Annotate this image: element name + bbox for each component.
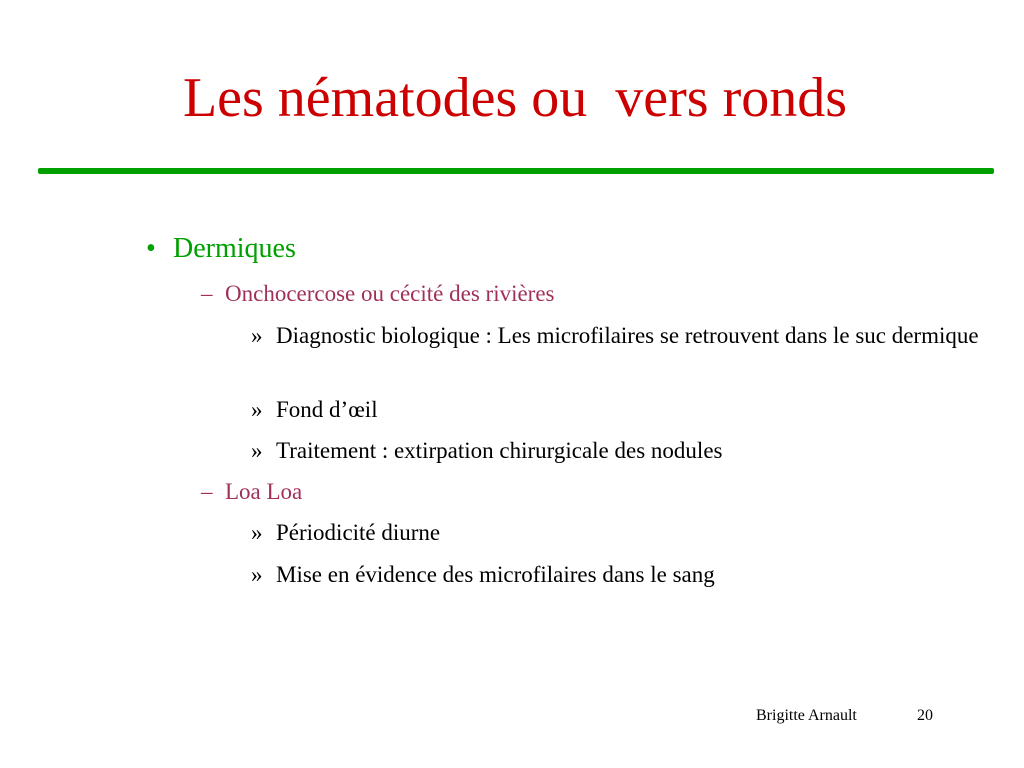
dash-mark: –: [201, 479, 213, 504]
item-periodicite: [251, 517, 1001, 549]
chevron-mark: »: [251, 438, 263, 463]
item-text: Fond d’œil: [276, 397, 378, 422]
item-text: Périodicité diurne: [276, 520, 441, 545]
title-divider: [38, 168, 994, 174]
item-traitement: [251, 435, 1001, 467]
item-text: Diagnostic biologique : Les microfilaires se retrouvent dans le suc dermique: [276, 323, 979, 348]
chevron-mark: »: [251, 323, 263, 348]
footer-author: Brigitte Arnault: [756, 707, 857, 724]
dash-mark: –: [201, 281, 213, 306]
item-fond-oeil: [251, 394, 1001, 426]
sub-bullet-onchocercose: [201, 280, 555, 308]
chevron-mark: »: [251, 520, 263, 545]
bullet-mark: •: [146, 233, 156, 264]
sub-bullet-text: Loa Loa: [225, 479, 303, 504]
item-mise-en-evidence: [251, 559, 1001, 591]
chevron-mark: »: [251, 397, 263, 422]
sub-bullet-text: Onchocercose ou cécité des rivières: [225, 281, 555, 306]
bullet-dermiques: [146, 232, 296, 266]
item-text: Traitement : extirpation chirurgicale des nodules: [276, 438, 723, 463]
bullet-text: Dermiques: [173, 233, 296, 264]
item-text: Mise en évidence des microfilaires dans le sang: [276, 562, 715, 587]
page-number: 20: [917, 707, 933, 724]
item-diagnostic: [251, 320, 1001, 352]
sub-bullet-loa-loa: [201, 478, 302, 506]
slide-title: Les nématodes ou vers ronds: [182, 67, 848, 129]
chevron-mark: »: [251, 562, 263, 587]
